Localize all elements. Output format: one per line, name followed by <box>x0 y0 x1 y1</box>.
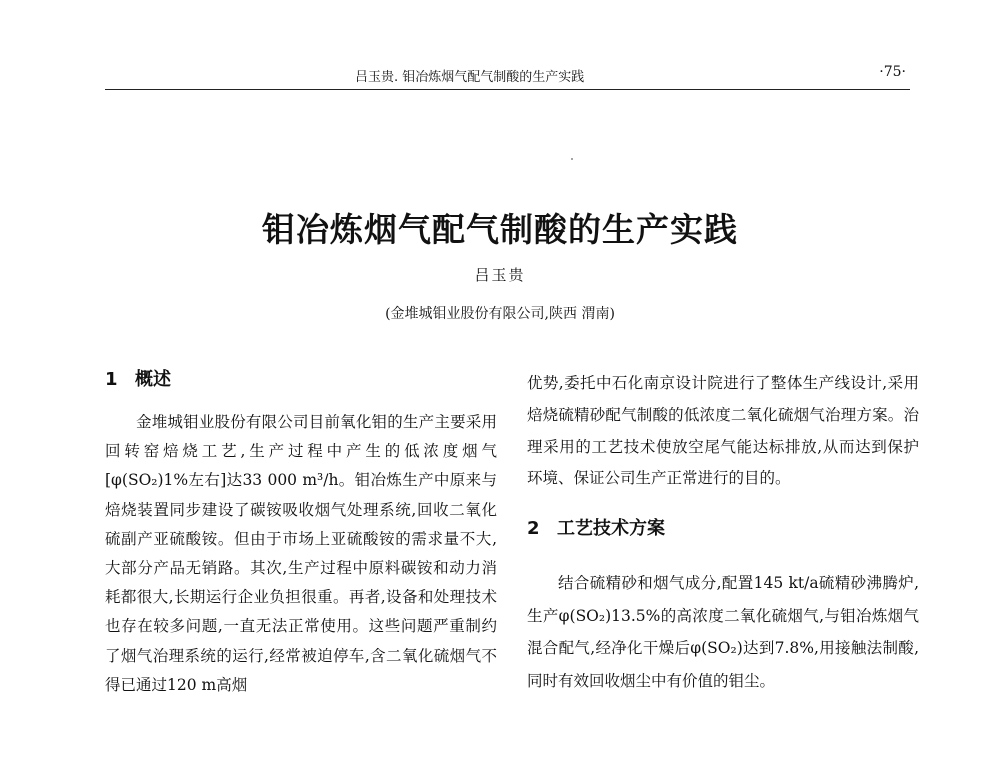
section-2-heading <box>527 517 919 557</box>
section-1-heading <box>105 368 497 408</box>
left-column <box>105 368 497 700</box>
header-rule <box>105 89 910 90</box>
section-2-number: 2 <box>527 518 540 540</box>
section-1-paragraph: 金堆城钼业股份有限公司目前氧化钼的生产主要采用回转窑焙烧工艺,生产过程中产生的低浓度烟气[φ(SO₂)1%左右]达33 000 m³/h。钼冶炼生产中原来与焙烧装置同步建设了碳铵吸收烟气处理系统,回收二氧化硫副产亚硫酸铵。但由于市场上亚硫酸铵的需求量不大,大部分产品无销路。其次,生产过程中原料碳铵和动力消耗都很大,长期运行企业负担很重。再者,设备和处理技术也存在较多问题,一直无法正常使用。这些问题严重制约了烟气治理系统的运行,经常被迫停车,含二氧化硫烟气不得已通过120 m高烟 <box>105 413 497 694</box>
section-1-number: 1 <box>105 369 118 390</box>
section-1-continued-paragraph: 优势,委托中石化南京设计院进行了整体生产线设计,采用焙烧硫精砂配气制酸的低浓度二氧化硫烟气治理方案。治理采用的工艺技术使放空尾气能达标排放,从而达到保护环境、保证公司生产正常进行的目的。 <box>527 374 919 488</box>
section-2-title: 工艺技术方案 <box>557 518 665 540</box>
author-name: 吕玉贵 <box>474 266 526 284</box>
running-header <box>105 62 910 88</box>
author-affiliation: (金堆城钼业股份有限公司,陕西 渭南) <box>385 306 615 322</box>
page-number: ·75· <box>879 64 906 80</box>
section-1-title: 概述 <box>135 369 171 390</box>
right-column <box>527 368 919 697</box>
paper-title: 钼冶炼烟气配气制酸的生产实践 <box>262 210 738 250</box>
scan-speck <box>571 158 573 160</box>
running-header-title: 吕玉贵. 钼冶炼烟气配气制酸的生产实践 <box>355 70 585 85</box>
section-2-paragraph: 结合硫精砂和烟气成分,配置145 kt/a硫精砂沸腾炉,生产φ(SO₂)13.5%的高浓度二氧化硫烟气,与钼冶炼烟气混合配气,经净化干燥后φ(SO₂)达到7.8%,用接触法制酸,同时有效回收烟尘中有价值的钼尘。 <box>527 574 919 690</box>
